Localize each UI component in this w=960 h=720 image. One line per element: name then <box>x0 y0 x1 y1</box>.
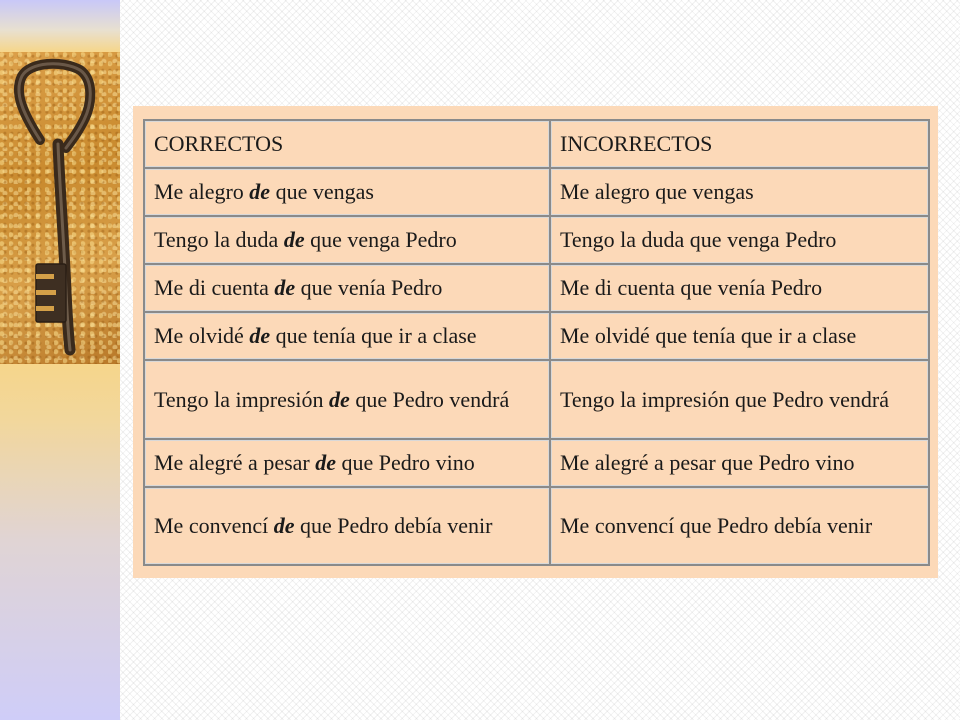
incorrect-cell: Tengo la duda que venga Pedro <box>550 216 929 264</box>
table-row <box>144 216 929 264</box>
table-row <box>144 487 929 565</box>
incorrect-cell: Me alegro que vengas <box>550 168 929 216</box>
table-row <box>144 360 929 438</box>
correct-text-before: Me alegro <box>154 179 244 205</box>
incorrect-cell: Me alegré a pesar que Pedro vino <box>550 439 929 487</box>
correct-cell <box>144 216 550 264</box>
header-row <box>144 120 929 168</box>
correct-text-after: que venga Pedro <box>310 227 457 253</box>
header-correctos: CORRECTOS <box>144 120 550 168</box>
correct-cell <box>144 487 550 565</box>
correct-text-after: que tenía que ir a clase <box>275 323 477 349</box>
correct-text-after: que Pedro debía venir <box>300 512 493 538</box>
header-incorrectos: INCORRECTOS <box>550 120 929 168</box>
table-row <box>144 439 929 487</box>
key-photo <box>0 52 120 364</box>
correct-text-before: Me olvidé <box>154 323 244 349</box>
table-row <box>144 168 929 216</box>
incorrect-cell: Me di cuenta que venía Pedro <box>550 264 929 312</box>
preposition-highlight: de <box>283 227 305 253</box>
correct-text-before: Tengo la duda <box>154 227 279 253</box>
preposition-highlight: de <box>249 323 271 349</box>
correct-text-after: que venía Pedro <box>300 275 443 301</box>
correct-cell <box>144 439 550 487</box>
correct-text-after: que vengas <box>275 179 374 205</box>
incorrect-cell: Me olvidé que tenía que ir a clase <box>550 312 929 360</box>
table-row <box>144 264 929 312</box>
correct-cell <box>144 360 550 438</box>
preposition-highlight: de <box>249 179 271 205</box>
table-row <box>144 312 929 360</box>
preposition-highlight: de <box>315 449 337 475</box>
correct-cell <box>144 312 550 360</box>
correct-text-before: Me di cuenta <box>154 275 269 301</box>
correct-cell <box>144 168 550 216</box>
incorrect-cell: Me convencí que Pedro debía venir <box>550 487 929 565</box>
incorrect-cell: Tengo la impresión que Pedro vendrá <box>550 360 929 438</box>
correct-text-before: Me alegré a pesar <box>154 449 310 475</box>
preposition-highlight: de <box>274 275 296 301</box>
correct-cell <box>144 264 550 312</box>
comparison-table <box>143 119 930 566</box>
correct-text-before: Tengo la impresión <box>154 386 324 412</box>
correct-text-after: que Pedro vino <box>341 449 475 475</box>
preposition-highlight: de <box>273 512 295 538</box>
correct-text-after: que Pedro vendrá <box>355 386 510 412</box>
correct-text-before: Me convencí <box>154 512 269 538</box>
key-icon <box>0 52 120 364</box>
preposition-highlight: de <box>329 386 350 412</box>
